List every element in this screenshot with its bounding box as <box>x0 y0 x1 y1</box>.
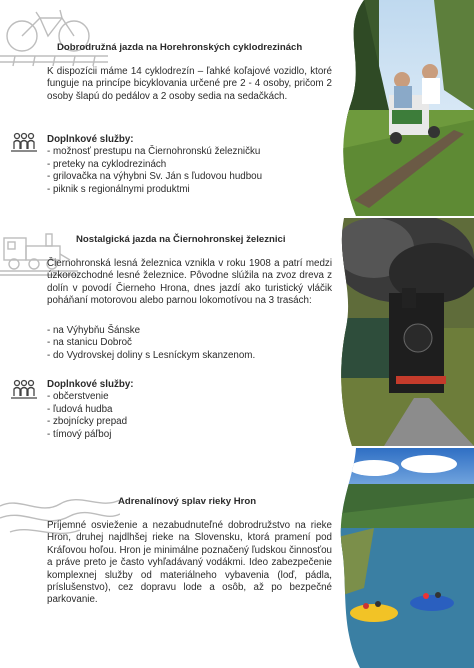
services-list-cyclodrezina <box>47 134 332 196</box>
section-paragraph-cyclodrezina: K dispozícii máme 14 cyklodrezín – ľahké koľajové vozidlo, ktoré funguje na princípe bicyklovania určené pre 2 - 4 osoby, pričom 2 osoby šlapú do pedálov a 2 osoby sedia na sedačkách. <box>47 66 332 102</box>
services-heading: Doplnkové služby: <box>47 379 134 390</box>
list-item: - do Vydrovskej doliny s Lesníckym skanzenom. <box>47 349 256 361</box>
list-item: - na Výhybňu Šánske <box>47 325 141 336</box>
photo-steam-train <box>334 218 474 446</box>
list-item: - grilovačka na výhybni Sv. Ján s ľudovou hudbou <box>47 171 263 183</box>
photo-rafting <box>334 448 474 668</box>
list-item: - preteky na cyklodrezinách <box>47 158 167 170</box>
people-icon <box>10 378 38 402</box>
list-item: - ľudová hudba <box>47 403 113 415</box>
list-item: - na stanicu Dobroč <box>47 337 132 349</box>
list-item: - občerstvenie <box>47 391 109 403</box>
routes-list-railway <box>47 325 332 362</box>
services-heading: Doplnkové služby: <box>47 134 134 145</box>
section-paragraph-rafting: Príjemné osvieženie a nezabudnuteľné dobrodružstvo na rieke Hron, druhej najdlhšej rieke na Slovensku, ktorá pramení pod Kráľovou hoľou. Hron je minimálne poznačený ľudskou činnosťou a práve preto je často vyhľadávaný vodákmi. Ideo zabezpečenie komplexnej služby od materiálneho vybavenia (loď, pádla, príslušenstvo), cez dopravu lode a osôb, až po bezpečné parkovanie. <box>47 520 332 606</box>
list-item: - zbojnícky prepad <box>47 416 128 428</box>
services-list-railway <box>47 379 332 441</box>
list-item: - možnosť prestupu na Čiernohronskú železničku <box>47 146 261 158</box>
bicycle-line-art-icon <box>0 8 110 68</box>
section-title-cyclodrezina: Dobrodružná jazda na Horehronských cyklodrezinách <box>57 42 303 53</box>
photo-cyclodrezina <box>334 0 474 216</box>
people-icon <box>10 131 38 155</box>
section-paragraph-railway: Čiernohronská lesná železnica vznikla v roku 1908 a patrí medzi úzkorozchodné lesné železnice. Pôvodne slúžila na zvoz dreva z dolín v povodí Čierneho Hrona, dnes jazdí ako turistický vláčik poháňaní motorovou alebo parnou lokomotívou na 3 trasách: <box>47 258 332 307</box>
list-item: - tímový páľboj <box>47 428 112 440</box>
section-title-railway: Nostalgická jazda na Čiernohronskej železnici <box>76 234 286 245</box>
section-title-rafting: Adrenalínový splav rieky Hron <box>118 496 257 507</box>
list-item: - piknik s regionálnymi produktmi <box>47 183 190 195</box>
